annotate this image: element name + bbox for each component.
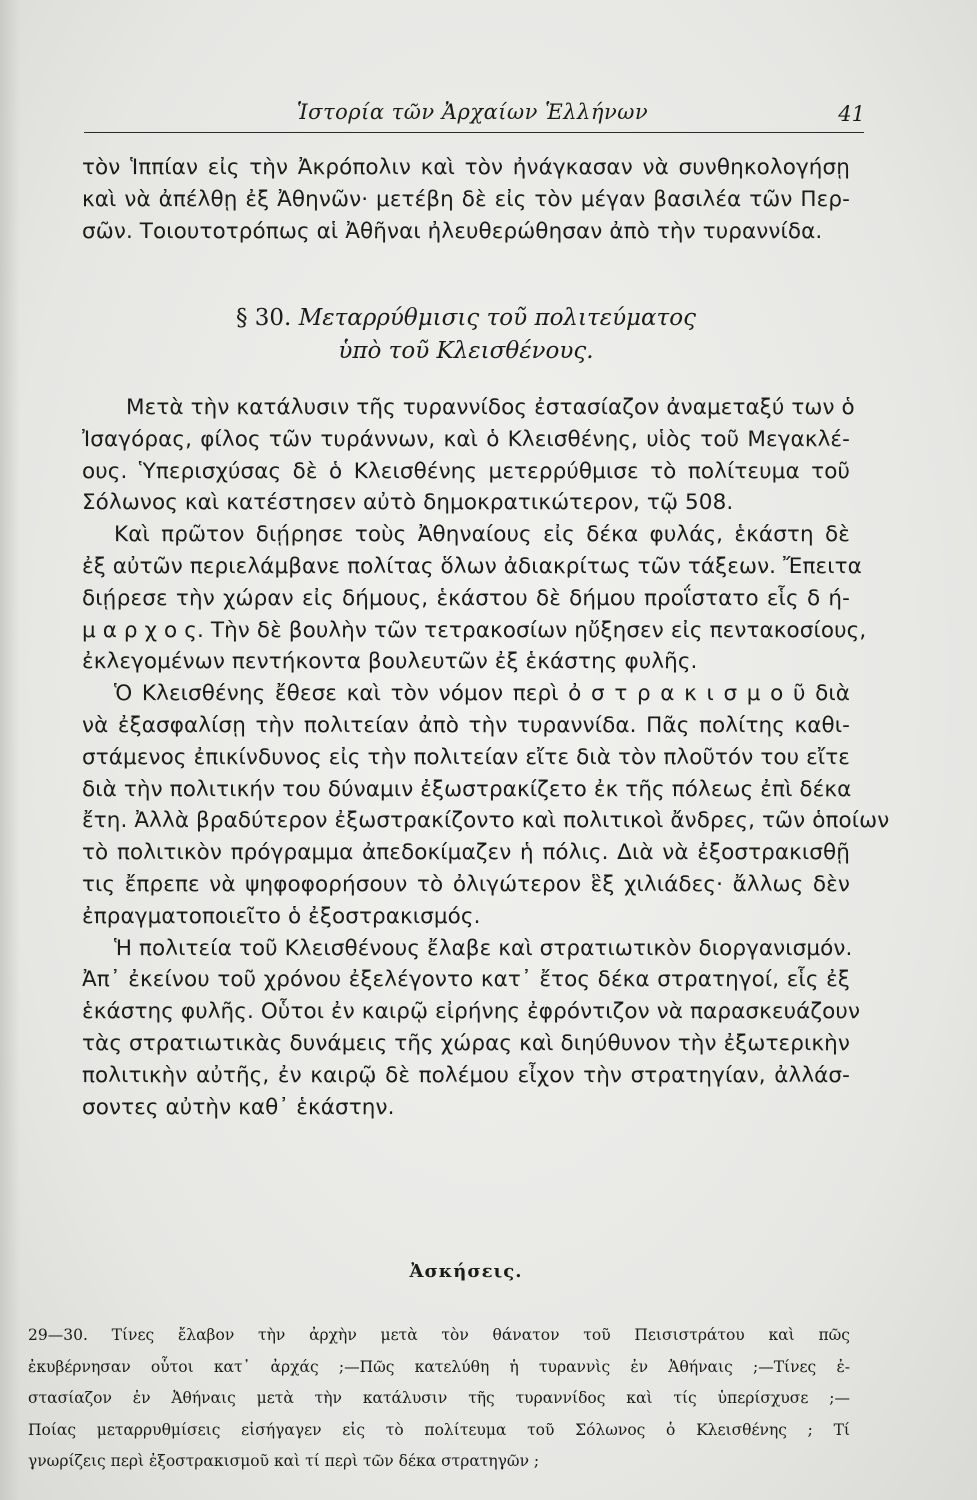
page-gutter-shadow xyxy=(0,0,20,1500)
section-title-line1 xyxy=(82,302,850,334)
text-line: ἐκλεγομένων πεντήκοντα βουλευτῶν ἐξ ἑκάστης φυλῆς. xyxy=(82,649,698,675)
text-line: Ἡ πολιτεία τοῦ Κλεισθένους ἔλαβε καὶ στρατιωτικὸν διοργανισμόν. xyxy=(114,935,853,961)
intro-paragraph xyxy=(82,152,850,247)
text-line: τὰς στρατιωτικὰς δυνάμεις τῆς χώρας καὶ διηύθυνον τὴν ἐξωτερικὴν xyxy=(82,1030,850,1056)
text-line: ἔτη. Ἀλλὰ βραδύτερον ἐξωστρακίζοντο καὶ πολιτικοὶ ἄνδρες, τῶν ὁποίων xyxy=(82,808,890,834)
section-number: § 30. xyxy=(235,305,292,331)
text-line: πολιτικὴν αὐτῆς, ἐν καιρῷ δὲ πολέμου εἶχον τὴν στρατηγίαν, ἀλλάσ- xyxy=(82,1062,850,1088)
running-title: Ἱστορία τῶν Ἀρχαίων Ἑλλήνων xyxy=(296,100,649,124)
text-line: τις ἔπρεπε νὰ ψηφοφορήσουν τὸ ὀλιγώτερον ἓξ χιλιάδες· ἄλλως δὲν xyxy=(82,871,850,897)
text-line: ἐξ αὐτῶν περιελάμβανε πολίτας ὅλων ἀδιακρίτως τῶν τάξεων. Ἔπειτα xyxy=(82,553,862,579)
text-line: Ἀπ᾿ ἐκείνου τοῦ χρόνου ἐξελέγοντο κατ᾿ ἔτος δέκα στρατηγοί, εἷς ἐξ xyxy=(82,967,850,993)
exercise-line: Ποίας μεταρρυθμίσεις εἰσήγαγεν εἰς τὸ πολίτευμα τοῦ Σόλωνος ὁ Κλεισθένης ; Τί xyxy=(28,1420,850,1439)
text-line: ἑκάστης φυλῆς. Οὗτοι ἐν καιρῷ εἰρήνης ἐφρόντιζον νὰ παρασκευάζουν xyxy=(82,999,861,1025)
text-line: Ὁ Κλεισθένης ἔθεσε καὶ τὸν νόμον περὶ ὀ σ τ ρ α κ ι σ μ ο ῦ διὰ xyxy=(114,681,850,707)
text-line: τὸν Ἱππίαν εἰς τὴν Ἀκρόπολιν καὶ τὸν ἠνάγκασαν νὰ συνθηκολογήσῃ xyxy=(82,155,850,180)
exercises-text xyxy=(28,1320,850,1478)
text-line: καὶ νὰ ἀπέλθῃ ἐξ Ἀθηνῶν· μετέβη δὲ εἰς τὸν μέγαν βασιλέα τῶν Περ- xyxy=(82,186,850,212)
section-title-text: Μεταρρύθμισις τοῦ πολιτεύματος xyxy=(298,305,696,331)
text-line: σῶν. Τοιουτοτρόπως αἱ Ἀθῆναι ἠλευθερώθησαν ἀπὸ τὴν τυραννίδα. xyxy=(82,218,823,244)
exercise-line: 29—30. Τίνες ἔλαβον τὴν ἀρχὴν μετὰ τὸν θάνατον τοῦ Πεισιστράτου καὶ πῶς xyxy=(28,1326,850,1344)
header-rule xyxy=(84,132,864,133)
text-line: ἐπραγματοποιεῖτο ὁ ἐξοστρακισμός. xyxy=(82,903,481,929)
text-line: σοντες αὐτὴν καθ᾿ ἑκάστην. xyxy=(82,1094,395,1120)
page-header xyxy=(80,98,865,134)
text-line: Ἰσαγόρας, φίλος τῶν τυράννων, καὶ ὁ Κλεισθένης, υἱὸς τοῦ Μεγακλέ- xyxy=(82,426,850,452)
text-line: διὰ τὴν πολιτικήν του δύναμιν ἐξωστρακίζετο ἐκ τῆς πόλεως ἐπὶ δέκα xyxy=(82,776,852,802)
text-line: Καὶ πρῶτον διῄρησε τοὺς Ἀθηναίους εἰς δέκα φυλάς, ἑκάστη δὲ xyxy=(114,522,850,548)
page-number: 41 xyxy=(838,102,865,126)
text-line: μ α ρ χ ο ς. Τὴν δὲ βουλὴν τῶν τετρακοσίων ηὔξησεν εἰς πεντακοσίους, xyxy=(82,617,867,643)
main-body xyxy=(82,392,890,1123)
text-line: στάμενος ἐπικίνδυνος εἰς τὴν πολιτείαν εἴτε διὰ τὸν πλοῦτόν του εἴτε xyxy=(82,744,850,770)
text-line: διῄρεσε τὴν χώραν εἰς δήμους, ἑκάστου δὲ δήμου προΐστατο εἷς δ ή- xyxy=(82,585,850,611)
section-title-line2: ὑπὸ τοῦ Κλεισθένους. xyxy=(338,338,594,364)
exercise-line: ἐκυβέρνησαν οὗτοι κατ᾿ ἀρχάς ;—Πῶς κατελύθη ἡ τυραννὶς ἐν Ἀθήναις ;—Τίνες ἐ- xyxy=(28,1357,850,1376)
exercise-line: στασίαζον ἐν Ἀθήναις μετὰ τὴν κατάλυσιν τῆς τυραννίδος καὶ τίς ὑπερίσχυσε ;— xyxy=(28,1389,850,1407)
text-line: νὰ ἐξασφαλίσῃ τὴν πολιτείαν ἀπὸ τὴν τυραννίδα. Πᾶς πολίτης καθι- xyxy=(82,712,850,738)
text-line: Μετὰ τὴν κατάλυσιν τῆς τυραννίδος ἐστασίαζον ἀναμεταξύ των ὁ xyxy=(126,395,855,420)
exercises-heading: Ἀσκήσεις. xyxy=(409,1261,523,1282)
text-line: τὸ πολιτικὸν πρόγραμμα ἀπεδοκίμαζεν ἡ πόλις. Διὰ νὰ ἐξοστρακισθῇ xyxy=(82,840,850,866)
text-line: Σόλωνος καὶ κατέστησεν αὐτὸ δημοκρατικώτερον, τῷ 508. xyxy=(82,490,734,516)
text-line: ους. Ὑπερισχύσας δὲ ὁ Κλεισθένης μετερρύθμισε τὸ πολίτευμα τοῦ xyxy=(82,458,850,484)
exercise-line: γνωρίζεις περὶ ἐξοστρακισμοῦ καὶ τί περὶ τῶν δέκα στρατηγῶν ; xyxy=(28,1452,540,1470)
